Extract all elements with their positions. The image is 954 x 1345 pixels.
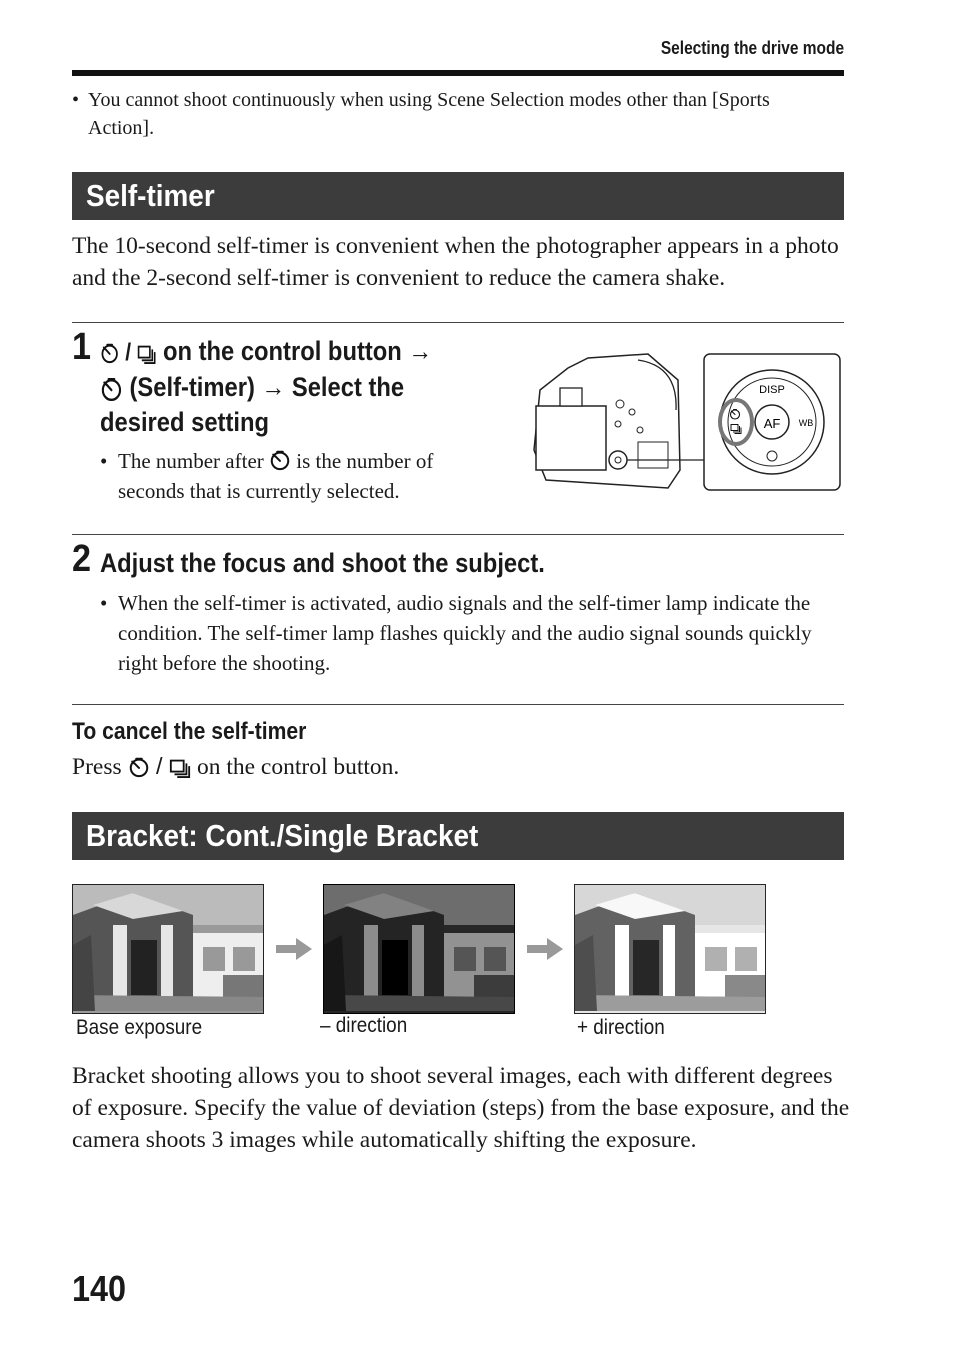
drive-mode-icon (169, 756, 191, 778)
step1-heading: / on the control button → (Self-timer) → Select the desired setting (100, 336, 433, 437)
drive-mode-icon (137, 342, 156, 364)
running-header: Selecting the drive mode (660, 38, 844, 58)
af-label: AF (763, 416, 781, 431)
bracket-description: Bracket shooting allows you to shoot several images, each with different degrees of exposure. Specify the value of deviation (steps) from the base exposure, and the camera shoots 3 images while automatically shifting the exposure. (72, 1063, 850, 1153)
step2-note: • When the self-timer is activated, audio signals and the self-timer lamp indicate the condition. The self-timer lamp flashes quickly and the audio signal sounds quickly right before the shooting. (100, 591, 812, 675)
divider (72, 322, 844, 323)
wb-label: WB (798, 418, 814, 428)
photo-plus-direction (574, 884, 766, 1014)
page-number: 140 (72, 1268, 127, 1309)
section-bar-self-timer (72, 172, 844, 220)
step2-heading: Adjust the focus and shoot the subject. (100, 548, 545, 578)
photo-minus-direction (323, 884, 515, 1014)
arrow-right-icon (276, 938, 312, 960)
section-heading: Bracket: Cont./Single Bracket (86, 818, 479, 853)
section-bar-bracket (72, 812, 844, 860)
arrow-right-icon (527, 938, 563, 960)
header-rule (72, 70, 844, 76)
cancel-instruction: Press / on the control button. (72, 753, 400, 780)
self-timer-description: The 10-second self-timer is convenient when the photographer appears in a photo and the 2-second self-timer is convenient to reduce the camera shake. (72, 233, 839, 291)
divider (72, 704, 844, 705)
caption-plus-direction: + direction (577, 1016, 665, 1039)
caption-minus-direction: – direction (320, 1014, 408, 1037)
cancel-heading: To cancel the self-timer (72, 718, 307, 745)
self-timer-icon (100, 376, 123, 402)
camera-illustration (528, 350, 844, 496)
caption-base-exposure: Base exposure (76, 1016, 203, 1039)
self-timer-icon (128, 756, 150, 778)
intro-note: • You cannot shoot continuously when using Scene Selection modes other than [Sports Action]. (72, 89, 770, 139)
step1-note: • The number after is the number of seconds that is currently selected. (100, 449, 434, 503)
photo-base-exposure (72, 884, 264, 1014)
step-number: 1 (72, 326, 92, 368)
self-timer-icon (100, 342, 119, 364)
self-timer-icon (269, 449, 291, 471)
divider (72, 534, 844, 535)
section-heading: Self-timer (86, 178, 215, 213)
disp-label: DISP (759, 384, 785, 396)
step-number: 2 (72, 538, 92, 580)
